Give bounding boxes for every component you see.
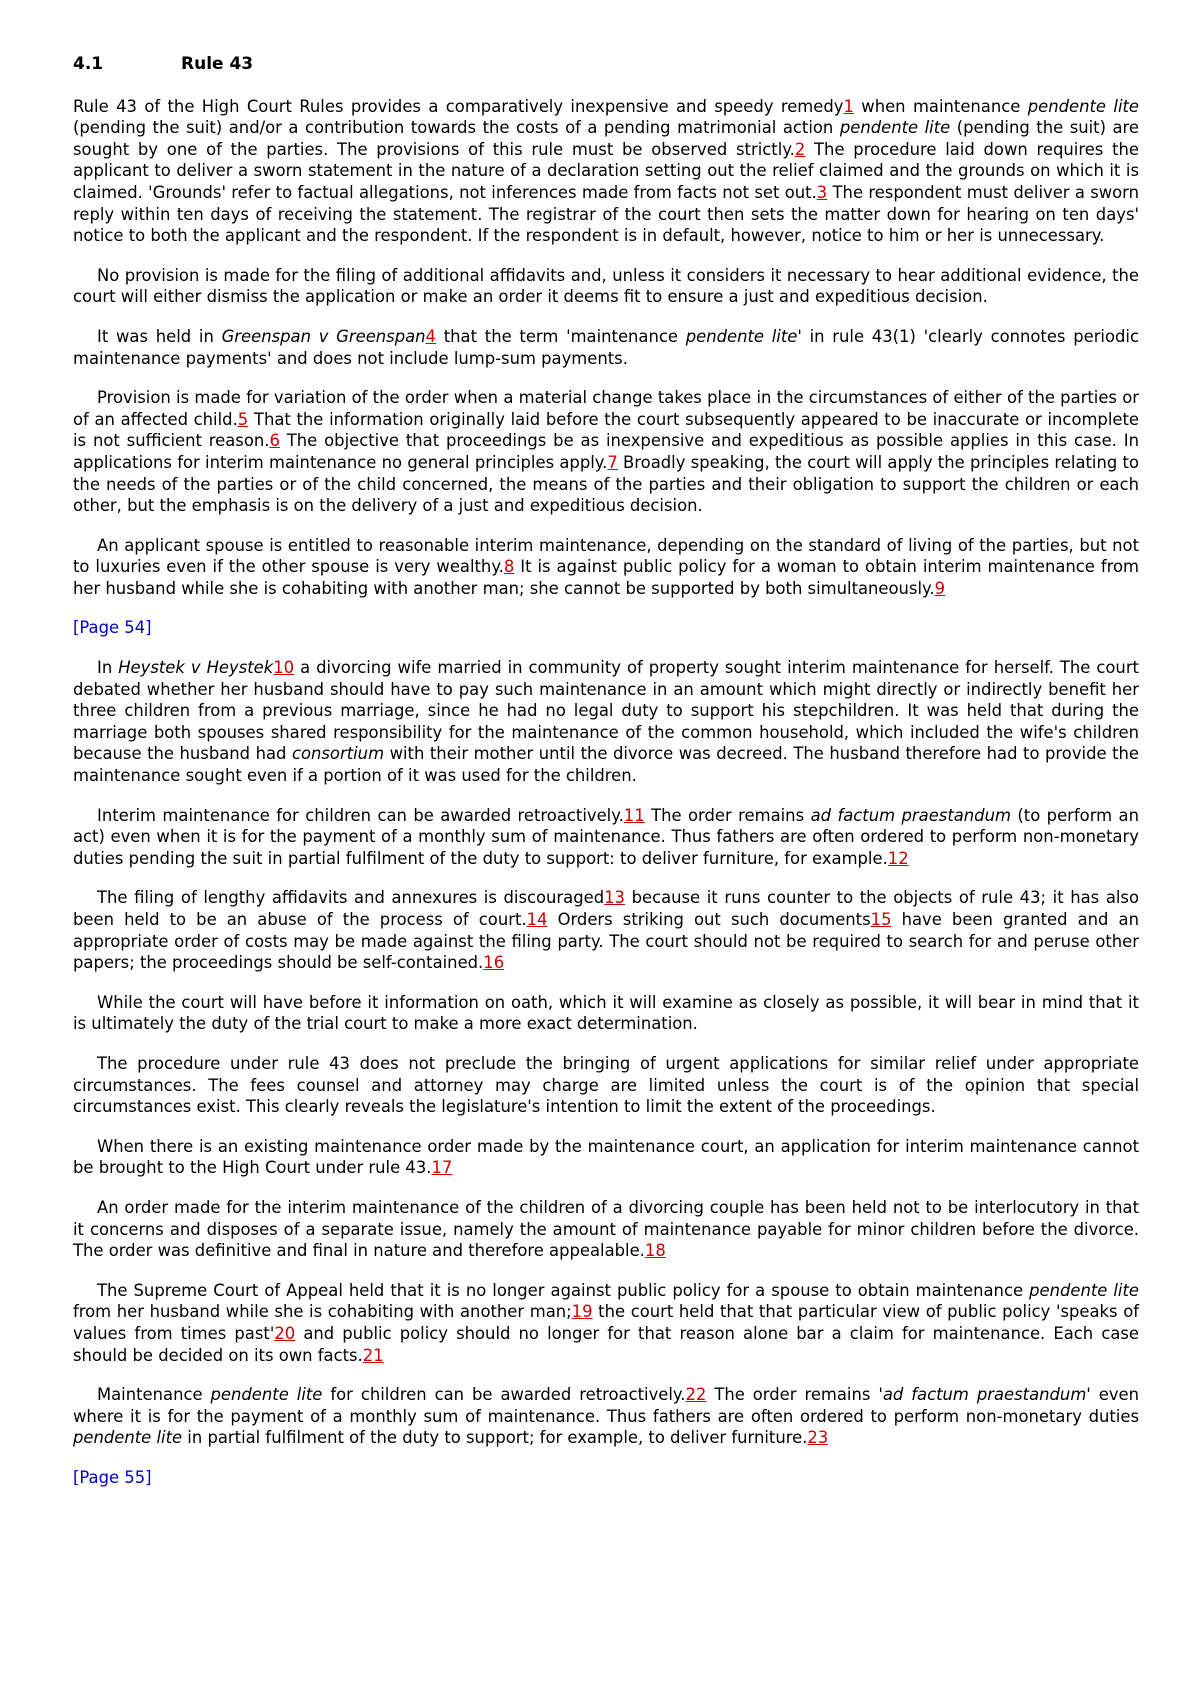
footnote-link[interactable]: 13 — [604, 888, 625, 908]
footnote-link[interactable]: 18 — [644, 1241, 666, 1261]
text-run: (pending the suit) are sought by one of the parties. The provisions of this rule must be observed strictly. — [73, 118, 1140, 159]
text-run: The order remains ' — [706, 1385, 883, 1405]
footnote-link[interactable]: 14 — [526, 910, 548, 929]
footnote-link[interactable]: 8 — [503, 557, 515, 577]
text-run: Broadly speaking, the court will apply the principles relating to the needs of the parties or of the child concerned, the means of the parties and their obligation to support the children or each other, but the emphasis is on the delivery of a just and expeditious decision. — [73, 452, 1139, 516]
section-heading — [73, 54, 1139, 76]
document-page — [73, 54, 1139, 1506]
section-number: 4.1 — [73, 54, 104, 74]
text-run: ' in rule 43(1) 'clearly connotes periodic maintenance payments' and does not include lump-sum payments. — [73, 326, 1139, 368]
paragraph — [73, 1053, 1139, 1118]
text-run: An applicant spouse is entitled to reasonable interim maintenance, depending on the standard of living of the parties, but not to luxuries even if the other spouse is very wealthy. — [73, 535, 1139, 577]
paragraph — [73, 1197, 1139, 1262]
paragraph — [73, 1136, 1139, 1179]
section-title: Rule 43 — [181, 54, 254, 74]
footnote-link[interactable]: 3 — [816, 182, 828, 202]
footnote-link[interactable]: 16 — [483, 953, 505, 973]
text-run: It is against public policy for a woman to obtain interim maintenance from her husband while she is cohabiting with another man; she cannot be supported by both simultaneously. — [73, 557, 1139, 598]
text-run: Rule 43 of the High Court Rules provides a comparatively inexpensive and speedy remedy — [73, 96, 844, 116]
italic-term: pendente lite — [1029, 1280, 1139, 1300]
text-run: a divorcing wife married in community of property sought interim maintenance for herself. The court debated whether her husband should have to pay such maintenance in an amount which might directly or indirectly benefit her three children from a previous marriage, since he had no legal duty to support his stepchildren. It was held that during the marriage both spouses shared responsibility for the maintenance of the common household, which included the wife's children because the husband had — [73, 658, 1139, 764]
text-run: It was held in — [97, 326, 222, 346]
document-body — [73, 96, 1139, 1489]
paragraph — [73, 326, 1139, 369]
footnote-link[interactable]: 21 — [362, 1345, 384, 1365]
paragraph — [73, 265, 1139, 308]
footnote-link[interactable]: 22 — [685, 1385, 707, 1405]
text-run: While the court will have before it information on oath, which it will examine as closely as possible, it will bear in mind that it is ultimately the duty of the trial court to make a more exact determination. — [73, 992, 1139, 1034]
text-run: Maintenance — [97, 1385, 211, 1405]
paragraph — [73, 387, 1139, 517]
text-run: because it runs counter to the objects of rule 43; it has also been held to be an abuse of the process of court. — [73, 888, 1139, 929]
footnote-link[interactable]: 9 — [934, 578, 946, 598]
text-run: The procedure laid down requires the applicant to deliver a sworn statement in the nature of a declaration setting out the relief claimed and the grounds on which it is claimed. 'Grounds' refer to factual allegations, not inferences made from facts not set out. — [73, 139, 1139, 202]
italic-term: pendente lite — [73, 1428, 183, 1448]
text-run: That the information originally laid before the court subsequently appeared to be inaccurate or incomplete is not sufficient reason. — [73, 409, 1139, 451]
text-run: The procedure under rule 43 does not preclude the bringing of urgent applications for similar relief under appropriate circumstances. The fees counsel and attorney may charge are limited unless the court is of the opinion that special circumstances exist. This clearly reveals the legislature's intention to limit the extent of the proceedings. — [73, 1053, 1139, 1117]
text-run: Interim maintenance for children can be awarded retroactively. — [97, 805, 624, 825]
text-run: have been granted and an appropriate order of costs may be made against the filing party. The court should not be required to search for and peruse other papers; the proceedings should be self-contained. — [73, 910, 1139, 973]
text-run: No provision is made for the filing of additional affidavits and, unless it considers it necessary to hear additional evidence, the court will either dismiss the application or make an order it deems fit to ensure a just and expeditious decision. — [73, 265, 1139, 307]
text-run: Provision is made for variation of the order when a material change takes place in the circumstances of either of the parties or of an affected child. — [73, 388, 1139, 429]
text-run: The respondent must deliver a sworn reply within ten days of receiving the statement. The registrar of the court then sets the matter down for hearing on ten days' notice to both the applicant and the respondent. If the respondent is in default, however, notice to him or her is unnecessary. — [73, 182, 1140, 246]
text-run: An order made for the interim maintenance of the children of a divorcing couple has been held not to be interlocutory in that it concerns and disposes of a separate issue, namely the amount of maintenance payable for minor children before the divorce. The order was definitive and final in nature and therefore appealable. — [73, 1197, 1139, 1261]
text-run: when maintenance — [853, 96, 1028, 116]
text-run: from her husband while she is cohabiting with another man; — [73, 1302, 572, 1322]
italic-term: pendente lite — [210, 1385, 323, 1405]
footnote-link[interactable]: 17 — [431, 1158, 453, 1178]
text-run: (pending the suit) and/or a contribution towards the costs of a pending matrimonial action — [73, 118, 840, 138]
footnote-link[interactable]: 15 — [870, 910, 892, 929]
text-run: When there is an existing maintenance order made by the maintenance court, an application for interim maintenance cannot be brought to the High Court under rule 43. — [73, 1136, 1139, 1178]
footnote-link[interactable]: 4 — [425, 326, 436, 346]
paragraph — [73, 1384, 1139, 1449]
text-run: (to perform an act) even when it is for the payment of a monthly sum of maintenance. Thus fathers are often ordered to perform non-monetary duties pending the suit in partial fulfilment of the duty to support: to deliver furniture, for example. — [73, 805, 1139, 868]
italic-term: Heystek v Heystek — [118, 658, 274, 678]
footnote-link[interactable]: 10 — [273, 658, 295, 678]
paragraph — [73, 887, 1139, 973]
text-run: The objective that proceedings be as inexpensive and expeditious as possible applies in this case. In applications for interim maintenance no general principles apply. — [73, 431, 1139, 472]
footnote-link[interactable]: 23 — [807, 1428, 829, 1448]
italic-term: pendente lite — [839, 118, 951, 138]
footnote-link[interactable]: 19 — [571, 1302, 593, 1322]
italic-term: ad factum praestandum — [810, 805, 1011, 825]
italic-term: ad factum praestandum — [882, 1385, 1087, 1405]
text-run: Orders striking out such documents — [547, 910, 871, 929]
footnote-link[interactable]: 1 — [843, 96, 854, 116]
footnote-link[interactable]: 12 — [887, 848, 909, 868]
text-run: and public policy should no longer for that reason alone bar a claim for maintenance. Each case should be decided on its own facts. — [73, 1323, 1139, 1365]
italic-term: pendente lite — [1027, 96, 1140, 116]
italic-term: Greenspan v Greenspan — [221, 326, 426, 346]
italic-term: consortium — [291, 744, 385, 764]
text-run: in partial fulfilment of the duty to support; for example, to deliver furniture. — [182, 1428, 808, 1448]
paragraph — [73, 805, 1139, 870]
footnote-link[interactable]: 6 — [269, 431, 280, 451]
text-run: for children can be awarded retroactively. — [322, 1385, 686, 1405]
page-reference: [Page 55] — [73, 1467, 152, 1487]
text-run: The Supreme Court of Appeal held that it is no longer against public policy for a spouse to obtain maintenance — [97, 1280, 1030, 1300]
text-run: The order remains — [644, 805, 811, 825]
text-run: the court held that that particular view of public policy 'speaks of values from times past' — [73, 1302, 1140, 1343]
text-run: with their mother until the divorce was decreed. The husband therefore had to provide the maintenance sought even if a portion of it was used for the children. — [73, 744, 1139, 786]
paragraph — [73, 96, 1139, 247]
footnote-link[interactable]: 11 — [623, 805, 645, 825]
text-run: The filing of lengthy affidavits and annexures is discouraged — [97, 888, 605, 908]
text-run: In — [97, 658, 119, 678]
footnote-link[interactable]: 2 — [794, 139, 806, 159]
footnote-link[interactable]: 7 — [607, 452, 618, 472]
text-run: ' even where it is for the payment of a monthly sum of maintenance. Thus fathers are often ordered to perform non-monetary duties — [73, 1385, 1140, 1426]
italic-term: pendente lite — [685, 326, 798, 346]
paragraph — [73, 535, 1139, 600]
paragraph — [73, 1280, 1139, 1366]
footnote-link[interactable]: 5 — [237, 409, 249, 429]
paragraph — [73, 992, 1139, 1035]
footnote-link[interactable]: 20 — [274, 1323, 296, 1343]
text-run: that the term 'maintenance — [435, 326, 686, 346]
paragraph — [73, 657, 1139, 787]
page-reference: [Page 54] — [73, 618, 152, 638]
